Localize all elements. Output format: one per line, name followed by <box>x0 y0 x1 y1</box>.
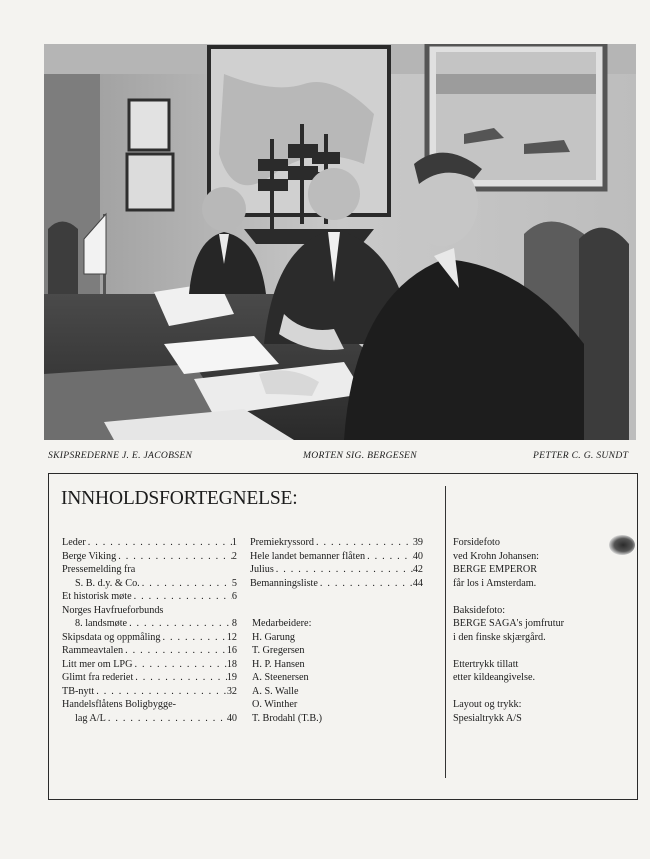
reprint-note-line: Ettertrykk tillatt <box>453 658 519 670</box>
contributor-name: A. S. Walle <box>252 685 299 697</box>
toc-entry: Rammeavtalen . . . 16 <box>62 644 237 658</box>
contributors-heading: Medarbeidere: <box>252 618 312 629</box>
contributor-name: T. Gregersen <box>252 645 305 656</box>
toc-entry: Glimt fra rederiet . . . 19 <box>62 671 237 685</box>
reprint-note-line: etter kildeangivelse. <box>453 672 536 683</box>
layout-credit-line: Spesialtrykk A/S <box>453 712 522 724</box>
credit-back-photo-line: i den finske skjærgård. <box>453 631 546 643</box>
contributor-name: H. Garung <box>252 631 296 643</box>
credit-front-photo-line: Forsidefoto <box>453 537 500 548</box>
layout-credit-line: Layout og trykk: <box>453 699 522 710</box>
toc-entry: Et historisk møte . . . 6 <box>62 590 237 604</box>
caption-bergesen: MORTEN SIG. BERGESEN <box>303 450 417 461</box>
contributor-name: O. Winther <box>252 699 298 710</box>
caption-jacobsen: SKIPSREDERNE J. E. JACOBSEN <box>48 450 193 461</box>
toc-entry-continued: Handelsflåtens Boligbygge- <box>62 699 177 710</box>
toc-entry: Litt mer om LPG . . . 18 <box>62 658 237 672</box>
contributor-name: A. Steenersen <box>252 672 309 683</box>
toc-entry-continued: Norges Havfrueforbunds <box>62 604 164 616</box>
credit-back-photo-line: BERGE SAGA's jomfrutur <box>453 618 565 629</box>
toc-entry: Leder . . . 1 <box>62 536 237 550</box>
toc-entry: Skipsdata og oppmåling . . . 12 <box>62 631 237 645</box>
toc-entry: TB-nytt . . . 32 <box>62 685 237 699</box>
toc-entry: 8. landsmøte . . . 8 <box>75 617 237 631</box>
toc-entry-continued: Pressemelding fra <box>62 564 136 575</box>
contributor-name: H. P. Hansen <box>252 658 305 670</box>
contents-title: INNHOLDSFORTEGNELSE: <box>61 488 298 509</box>
table-of-contents-box <box>48 473 638 800</box>
toc-entry: Julius . . . 42 <box>250 563 423 577</box>
toc-entry: Bemanningsliste . . . 44 <box>250 577 423 591</box>
toc-entry: Berge Viking . . . 2 <box>62 550 237 564</box>
toc-entry: lag A/L . . . 40 <box>75 712 237 726</box>
column-divider <box>445 486 446 778</box>
credit-front-photo-line: ved Krohn Johansen: <box>453 550 540 562</box>
toc-entry: Premiekryssord . . . 39 <box>250 536 423 550</box>
credit-front-photo-line: BERGE EMPEROR <box>453 564 538 575</box>
toc-entry: S. B. d.y. & Co. . . . 5 <box>75 577 237 591</box>
contributor-name: T. Brodahl (T.B.) <box>252 712 323 724</box>
cover-photo-signing-meeting <box>44 44 636 440</box>
credit-back-photo-line: Baksidefoto: <box>453 604 506 616</box>
caption-sundt: PETTER C. G. SUNDT <box>533 450 629 461</box>
credit-front-photo-line: får los i Amsterdam. <box>453 577 537 589</box>
toc-entry: Hele landet bemanner flåten . . . 40 <box>250 550 423 564</box>
